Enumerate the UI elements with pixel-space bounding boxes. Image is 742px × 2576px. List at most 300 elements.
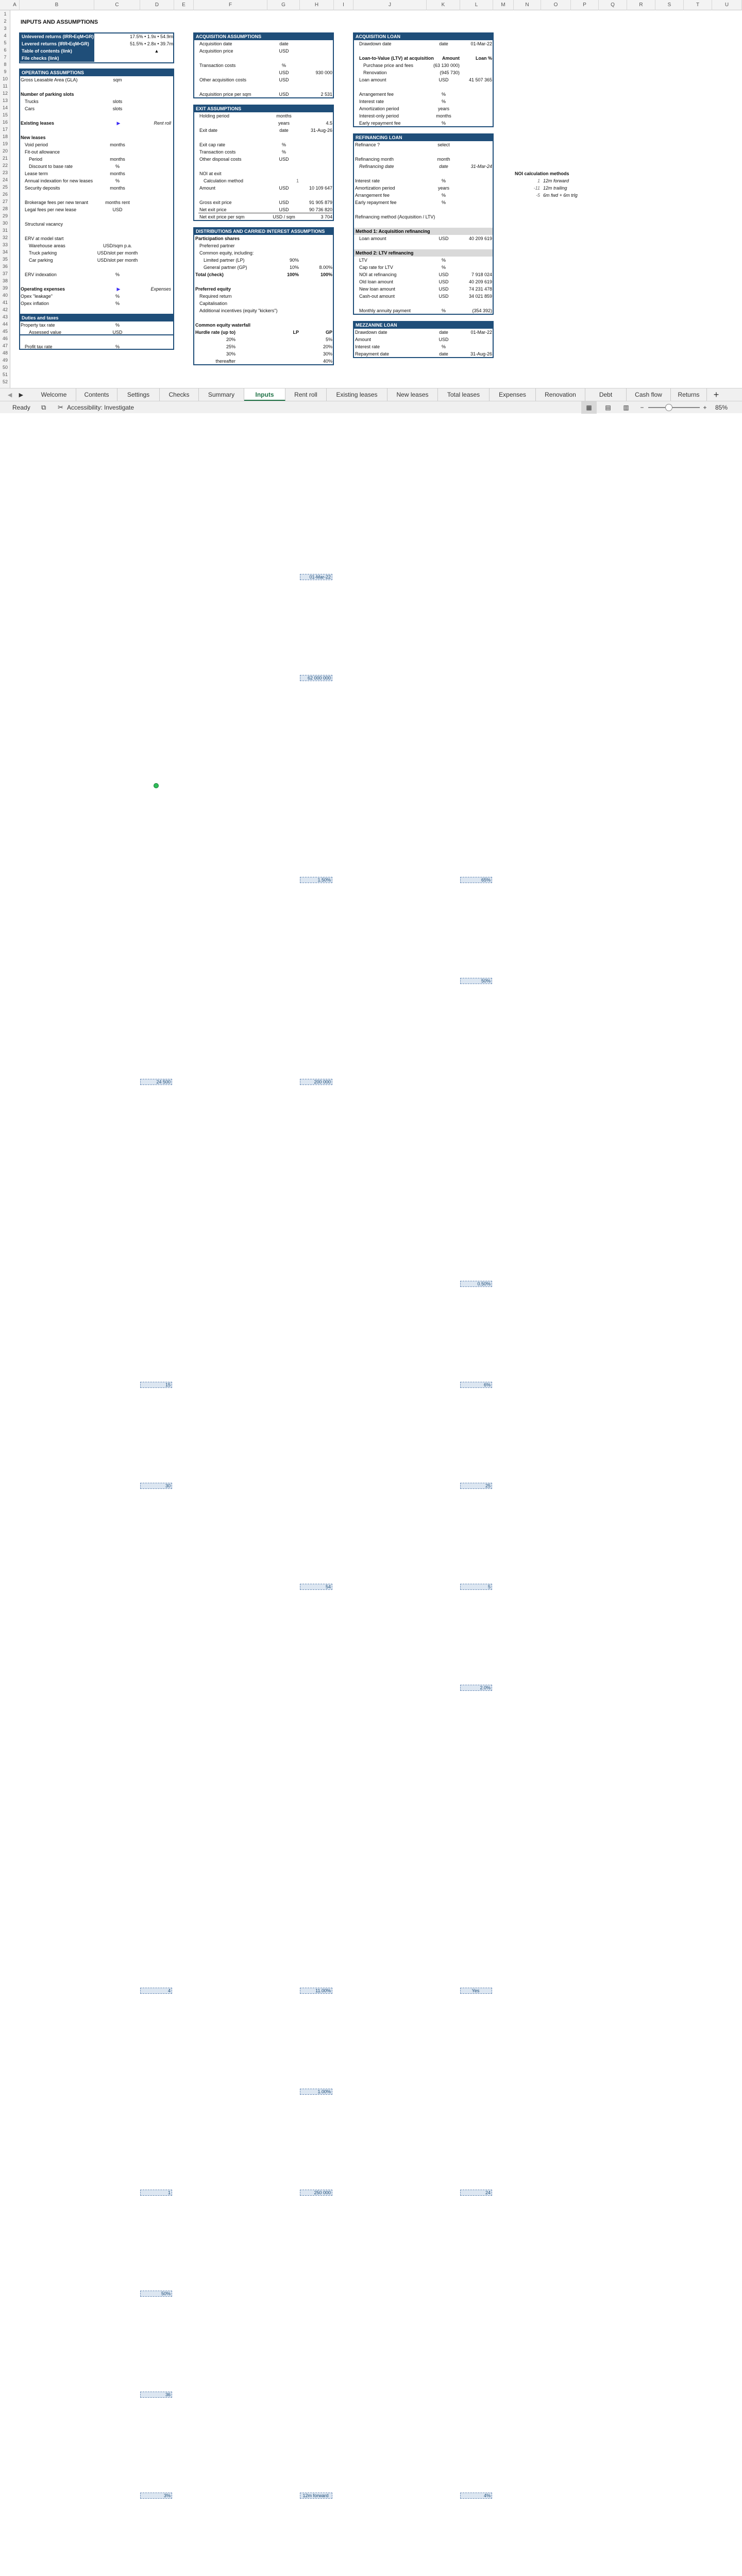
tab-next-icon[interactable]: ▶ (19, 392, 24, 398)
reno-label: Renovation (363, 70, 387, 75)
tab-nav (0, 388, 31, 401)
exit-netsqm-value: 3 704 (321, 214, 332, 219)
column-header[interactable]: L (460, 0, 493, 10)
method1-header: Method 1: Acquisition refinancing (354, 228, 493, 235)
tab-rent-roll[interactable]: Rent roll (285, 388, 327, 401)
row-header[interactable]: 42 (2, 307, 8, 312)
tab-new-leases[interactable]: New leases (387, 388, 438, 401)
tier-rate: 20% (226, 337, 235, 342)
drawdown-value: 01-Mar-22 (470, 41, 492, 46)
noi-method-num: -11 (533, 185, 540, 191)
row-header[interactable]: 27 (2, 199, 8, 204)
tier-gp: 40% (323, 359, 332, 364)
leak-label: Opex "leakage" (21, 294, 53, 299)
acq-persqm-value: 2 531 (321, 92, 332, 97)
row-header[interactable]: 22 (2, 163, 8, 168)
mezz-repay-label: Repayment date (355, 351, 390, 357)
row-header[interactable]: 8 (4, 62, 7, 67)
zoom-slider-thumb[interactable] (665, 404, 672, 411)
file-checks-link[interactable]: File checks (link) (20, 55, 94, 62)
refi-header: REFINANCING LOAN (354, 134, 493, 141)
column-header[interactable]: G (267, 0, 300, 10)
netsqm-label: Net exit price per sqm (199, 214, 245, 219)
row-header[interactable]: 16 (2, 120, 8, 125)
mezz-header: MEZZANINE LOAN (354, 321, 493, 329)
capit-label: Capitalisation (199, 301, 228, 306)
refi-month-input[interactable]: 24 (460, 2190, 492, 2196)
row-header[interactable]: 14 (2, 105, 8, 110)
column-header[interactable]: I (334, 0, 353, 10)
row-header[interactable]: 18 (2, 134, 8, 139)
m1-loan-value: 40 209 619 (468, 236, 492, 241)
disp-label: Other disposal costs (199, 157, 242, 162)
acq-amort-unit: years (437, 106, 449, 111)
tc-unit: % (281, 149, 286, 155)
row-header[interactable]: 4 (4, 33, 7, 38)
row-header[interactable]: 39 (2, 285, 8, 291)
period-unit: months (110, 157, 125, 162)
tab-existing-leases[interactable]: Existing leases (327, 388, 387, 401)
acq-rate-input[interactable]: 6% (460, 1382, 492, 1388)
row-header[interactable]: 9 (4, 69, 7, 74)
tc-label: Transaction costs (199, 149, 236, 155)
refi-annuity-label: Monthly annuity payment (359, 308, 411, 313)
acq-price-input[interactable]: 62 000 000 (300, 675, 332, 681)
exit-net-value: 90 736 820 (309, 207, 332, 212)
column-header[interactable]: C (94, 0, 140, 10)
row-header[interactable]: 50 (2, 365, 8, 370)
date-label: Acquisition date (199, 41, 232, 46)
refi-method-label: Refinancing method (Acquisition / LTV) (355, 214, 435, 219)
calc-method-num: 1 (296, 178, 299, 183)
method2-header: Method 2: LTV refinancing (354, 249, 493, 257)
assessed-unit: USD (112, 330, 123, 335)
refi-noi-unit: USD (439, 272, 449, 277)
hurdle-gp: GP (325, 330, 332, 335)
row-header[interactable]: 45 (2, 329, 8, 334)
refi-date-unit: date (439, 164, 448, 169)
row-header[interactable]: 30 (2, 221, 8, 226)
disp-unit: USD (279, 157, 289, 162)
refi-new-unit: USD (439, 286, 449, 292)
calc-method-input[interactable]: 12m forward (300, 2493, 332, 2499)
row-header[interactable]: 48 (2, 350, 8, 355)
column-header[interactable]: P (571, 0, 599, 10)
row-header[interactable]: 12 (2, 91, 8, 96)
opex-label: Operating expenses (21, 286, 65, 292)
period-label: Period (29, 157, 43, 162)
row-header[interactable]: 15 (2, 112, 8, 117)
common-label: Common equity, including: (199, 250, 254, 256)
tc2-unit: USD (279, 70, 289, 75)
refi-month-label: Refinancing month (355, 157, 394, 162)
index-input[interactable]: 3% (140, 2493, 172, 2499)
tab-renovation[interactable]: Renovation (536, 388, 585, 401)
refi-date-value: 31-Mar-24 (470, 164, 492, 169)
void-unit: months (110, 142, 125, 147)
toc-triangle-icon[interactable]: ▲ (154, 48, 159, 54)
noi-method-name: 6m fwd + 6m trlg (543, 193, 578, 198)
drawdown-unit: date (439, 41, 448, 46)
exit-cap-input[interactable]: 11.00% (300, 1988, 332, 1994)
trucks-label: Trucks (25, 99, 39, 104)
link-arrow-icon[interactable]: ▶ (116, 121, 121, 126)
add-sheet-icon[interactable]: + (713, 389, 719, 400)
row-header[interactable]: 17 (2, 127, 8, 132)
column-header[interactable]: S (655, 0, 684, 10)
acq-tc-input[interactable]: 1.50% (300, 877, 332, 883)
persqm-label: Acquisition price per sqm (199, 92, 251, 97)
tab-cash-flow[interactable]: Cash flow (627, 388, 671, 401)
acq-arr-unit: % (441, 92, 446, 97)
acq-io-input[interactable]: 5 (460, 1584, 492, 1590)
infl-unit: % (115, 301, 120, 306)
ltv-amount-head: Amount (442, 56, 460, 61)
mezz-repay-unit: date (439, 351, 448, 357)
macro-icon[interactable]: ⧉ (41, 403, 46, 411)
refi-ltv-unit: % (441, 258, 446, 263)
calc-method-label: Calculation method (204, 178, 244, 183)
row-header[interactable]: 7 (4, 55, 7, 60)
gp-label: General partner (GP) (204, 265, 247, 270)
tab-prev-icon[interactable]: ◀ (7, 392, 12, 398)
years-unit: years (278, 121, 290, 126)
exit-hold-input[interactable]: 54 (300, 1584, 332, 1590)
row-header[interactable]: 46 (2, 336, 8, 341)
infl-label: Opex inflation (21, 301, 49, 306)
unlevered-returns-label[interactable]: Unlevered returns (IRR•EqM•GR) (20, 33, 94, 40)
waterfall-label: Common equity waterfall (195, 323, 251, 328)
purchase-ltv-input[interactable]: 65% (460, 877, 492, 883)
row-header[interactable]: 49 (2, 358, 8, 363)
ltv-loan-head: Loan % (475, 56, 492, 61)
acq-amort-label: Amortization period (359, 106, 399, 111)
row-header[interactable]: 32 (2, 235, 8, 240)
existing-label: Existing leases (21, 121, 55, 126)
hurdle-lp: LP (293, 330, 299, 335)
row-header[interactable]: 44 (2, 321, 8, 327)
trucks-input[interactable]: 15 (140, 1382, 172, 1388)
refi-rate-input[interactable]: 4% (460, 2493, 492, 2499)
cars-label: Cars (25, 106, 35, 111)
refi-new-value: 74 231 478 (468, 286, 492, 292)
price-unit: USD (279, 48, 289, 54)
tab-total-leases[interactable]: Total leases (438, 388, 490, 401)
exit-disp-input[interactable]: 250 000 (300, 2190, 332, 2196)
row-header[interactable]: 51 (2, 372, 8, 377)
amount-label: Amount (199, 185, 216, 191)
net-unit: USD (279, 207, 289, 212)
noi-method-num: 1 (537, 178, 540, 183)
opex-value: Expenses (150, 286, 171, 292)
tab-settings[interactable]: Settings (117, 388, 160, 401)
exit-amount-value: 10 109 647 (309, 185, 332, 191)
row-header[interactable]: 24 (2, 177, 8, 182)
row-header[interactable]: 41 (2, 300, 8, 305)
hold-label: Holding period (199, 113, 230, 118)
zoom-level[interactable]: 85% (715, 404, 728, 411)
row-header[interactable]: 5 (4, 40, 7, 45)
zoom-out-icon[interactable]: − (640, 404, 644, 411)
row-header[interactable]: 6 (4, 47, 7, 53)
refi-annuity-value: (354 392) (472, 308, 492, 313)
section-label: Number of parking slots (21, 92, 74, 97)
refi-early-unit: % (441, 200, 446, 205)
mezz-draw-value: 01-Mar-22 (470, 330, 492, 335)
lp-pct: 90% (289, 258, 299, 263)
legal-label: Legal fees per new lease (25, 207, 77, 212)
tab-debt[interactable]: Debt (585, 388, 627, 401)
m1-loan-unit: USD (439, 236, 449, 241)
link-arrow-icon[interactable]: ▶ (116, 286, 121, 292)
mezz-draw-unit: date (439, 330, 448, 335)
page-break-icon[interactable]: ▥ (623, 404, 629, 411)
column-header[interactable]: D (140, 0, 174, 10)
row-header[interactable]: 36 (2, 264, 8, 269)
refi-q-input[interactable]: Yes (460, 1988, 492, 1994)
refi-cash-unit: USD (439, 294, 449, 299)
acq-amort-input[interactable]: 25 (460, 1483, 492, 1489)
void-label: Void period (25, 142, 48, 147)
row-header[interactable]: 28 (2, 206, 8, 211)
column-header[interactable]: O (541, 0, 571, 10)
m1-loan-label: Loan amount (359, 236, 386, 241)
toc-link[interactable]: Table of contents (link) (20, 47, 94, 55)
purchase-amount: (63 130 000) (433, 63, 460, 68)
refi-rate-label: Interest rate (355, 178, 380, 183)
row-header[interactable]: 35 (2, 257, 8, 262)
warehouse-label: Warehouse areas (29, 243, 65, 248)
section-label: ERV at model start (25, 236, 64, 241)
refi-old-value: 40 209 619 (468, 279, 492, 284)
refi-cash-value: 34 021 859 (468, 294, 492, 299)
cars-input[interactable]: 30 (140, 1483, 172, 1489)
acq-rate-label: Interest rate (359, 99, 384, 104)
discount-input[interactable]: 50% (140, 2291, 172, 2297)
column-header[interactable]: K (427, 0, 460, 10)
period-input[interactable]: 1 (140, 2190, 172, 2196)
noi-method-name: 12m forward (543, 178, 569, 183)
net-label: Net exit price (199, 207, 227, 212)
column-header[interactable]: A (10, 0, 20, 10)
row-header[interactable]: 19 (2, 141, 8, 146)
check-status-icon[interactable] (154, 783, 159, 788)
tier-rate: thereafter (215, 359, 235, 364)
acq-early-label: Early repayment fee (359, 121, 401, 126)
tier-rate: 25% (226, 344, 235, 349)
noi-methods-title: NOI calculation methods (515, 171, 569, 176)
row-header[interactable]: 31 (2, 228, 8, 233)
ltv-label: Loan-to-Value (LTV) at acquisition (359, 56, 434, 61)
discount-unit: % (115, 164, 120, 169)
exit-date-value: 31-Aug-26 (310, 128, 332, 133)
tab-checks[interactable]: Checks (160, 388, 199, 401)
ervidx-label: ERV indexation (25, 272, 57, 277)
levered-returns-label[interactable]: Levered returns (IRR•EqM•GR) (20, 40, 94, 47)
tab-welcome[interactable]: Welcome (32, 388, 76, 401)
refi-amort-label: Amortization period (355, 185, 395, 191)
row-header[interactable]: 10 (2, 76, 8, 81)
normal-view-icon[interactable]: ▦ (581, 401, 597, 414)
price-label: Acquisition price (199, 48, 233, 54)
index-label: Annual indexation for new leases (25, 178, 93, 183)
accessibility-icon[interactable]: ✂ (58, 403, 63, 411)
refi-new-label: New loan amount (359, 286, 396, 292)
date-unit: date (279, 41, 289, 46)
noi-label: NOI at exit (199, 171, 222, 176)
refi-old-unit: USD (439, 279, 449, 284)
column-header[interactable]: N (514, 0, 541, 10)
tab-expenses[interactable]: Expenses (490, 388, 536, 401)
exit-tc-input[interactable]: 1.00% (300, 2089, 332, 2095)
mezz-amount-unit: USD (439, 337, 449, 342)
column-header[interactable]: H (300, 0, 334, 10)
column-header[interactable]: R (627, 0, 655, 10)
row-header[interactable]: 1 (4, 11, 7, 16)
gp-pct: 10% (289, 265, 299, 270)
total-label: Total (check) (195, 272, 224, 277)
column-header[interactable]: T (684, 0, 712, 10)
column-header[interactable]: E (174, 0, 194, 10)
tab-inputs[interactable]: Inputs (244, 388, 285, 401)
index-unit: % (115, 178, 120, 183)
operating-header: OPERATING ASSUMPTIONS (20, 69, 173, 76)
gla-label: Gross Leasable Area (GLA) (21, 77, 78, 82)
sheet-tab-bar (0, 388, 742, 401)
term-unit: months (110, 171, 125, 176)
acq-early-input[interactable]: 2.0% (460, 1685, 492, 1691)
zoom-slider[interactable] (648, 407, 700, 408)
row-header[interactable]: 33 (2, 242, 8, 247)
pref-label: Preferred partner (199, 243, 235, 248)
cars-unit: slots (112, 106, 123, 111)
row-header[interactable]: 21 (2, 156, 8, 161)
other-label: Other acquisition costs (199, 77, 247, 82)
row-header[interactable]: 20 (2, 148, 8, 154)
kick-label: Additional incentives (equity "kickers") (199, 308, 278, 313)
row-header[interactable]: 40 (2, 293, 8, 298)
loan-amount-value: 41 507 365 (468, 77, 492, 82)
acq-loan-header: ACQUISITION LOAN (354, 33, 493, 40)
refi-noi-value: 7 918 024 (471, 272, 492, 277)
row-header[interactable]: 2 (4, 19, 7, 24)
tab-summary[interactable]: Summary (199, 388, 244, 401)
acq-io-label: Interest-only period (359, 113, 399, 118)
duties-header: Duties and taxes (20, 314, 173, 321)
trucks-unit: slots (112, 99, 123, 104)
row-header[interactable]: 11 (3, 83, 8, 89)
accessibility-status[interactable]: Accessibility: Investigate (67, 404, 134, 411)
reno-amount: (945 730) (440, 70, 460, 75)
profit-label: Profit tax rate (25, 344, 53, 349)
leak-unit: % (115, 294, 120, 299)
deposit-label: Security deposits (25, 185, 60, 191)
tab-contents[interactable]: Contents (76, 388, 117, 401)
refi-old-label: Old loan amount (359, 279, 394, 284)
mezz-repay-value: 31-Aug-26 (470, 351, 492, 357)
drawdown-label: Drawdown date (359, 41, 392, 46)
zoom-in-icon[interactable]: + (703, 404, 707, 411)
acq-arr-label: Arrangement fee (359, 92, 394, 97)
row-header[interactable]: 26 (2, 192, 8, 197)
existing-value: Rent roll (154, 121, 171, 126)
mezz-amount-label: Amount (355, 337, 372, 342)
row-header[interactable]: 3 (4, 26, 7, 31)
mezz-rate-unit: % (441, 344, 446, 349)
refi-cap-label: Cap rate for LTV (359, 265, 393, 270)
acq-date-input[interactable]: 01-Mar-22 (300, 574, 332, 580)
tc-label: Transaction costs (199, 63, 236, 68)
row-header[interactable]: 52 (2, 379, 8, 384)
unlevered-returns-value: 17.5% • 1.9x • 54.9m (130, 34, 173, 39)
refi-arr-unit: % (441, 193, 446, 198)
acq-io-unit: months (436, 113, 451, 118)
column-header[interactable]: Q (599, 0, 627, 10)
row-header[interactable]: 29 (2, 213, 8, 218)
term-input[interactable]: 36 (140, 2392, 172, 2398)
gla-input[interactable]: 24 500 (140, 1079, 172, 1085)
assessed-label: Assessed value (29, 330, 62, 335)
prop-unit: % (115, 323, 120, 328)
row-header[interactable]: 34 (2, 249, 8, 255)
acq-arr-input[interactable]: 0.50% (460, 1281, 492, 1287)
term-label: Lease term (25, 171, 48, 176)
void-input[interactable]: 4 (140, 1988, 172, 1994)
acquisition-header: ACQUISITION ASSUMPTIONS (194, 33, 333, 40)
row-header[interactable]: 37 (2, 271, 8, 276)
other-unit: USD (279, 77, 289, 82)
row-header[interactable]: 23 (2, 170, 8, 175)
refi-cash-label: Cash-out amount (359, 294, 395, 299)
column-header[interactable]: U (712, 0, 742, 10)
section-label: New leases (21, 135, 46, 140)
acq-other-input[interactable]: 200 000 (300, 1079, 332, 1085)
brokerage-unit: months rent (105, 200, 130, 205)
acq-tc2-value: 930 000 (315, 70, 332, 75)
row-header[interactable]: 38 (2, 278, 8, 283)
column-header[interactable]: B (20, 0, 94, 10)
legal-unit: USD (112, 207, 123, 212)
row-header[interactable]: 25 (2, 184, 8, 190)
tab-returns[interactable]: Returns (671, 388, 707, 401)
mezz-draw-label: Drawdown date (355, 330, 387, 335)
gross-unit: USD (279, 200, 289, 205)
loan-amount-unit: USD (439, 77, 449, 82)
tier-gp: 5% (325, 337, 332, 342)
total-pct: 100% (286, 272, 299, 277)
persqm-unit: USD (279, 92, 289, 97)
warehouse-unit: USD/sqm p.a. (103, 243, 132, 248)
exit-gross-value: 91 905 879 (309, 200, 332, 205)
row-header[interactable]: 47 (2, 343, 8, 348)
participation-label: Participation shares (195, 236, 240, 241)
row-header[interactable]: 13 (2, 98, 8, 103)
brokerage-label: Brokerage fees per new tenant (25, 200, 89, 205)
refi-q-unit: select (437, 142, 450, 147)
refi-cap-unit: % (441, 265, 446, 270)
gp-value: 8.00% (319, 265, 332, 270)
reno-ltv-input[interactable]: 50% (460, 978, 492, 984)
column-header[interactable]: J (353, 0, 427, 10)
total-value: 100% (320, 272, 332, 277)
row-header[interactable]: 43 (2, 314, 8, 319)
truckp-unit: USD/slot per month (97, 250, 138, 256)
column-header[interactable]: F (194, 0, 267, 10)
page-layout-icon[interactable]: ▤ (605, 404, 611, 411)
refi-amort-unit: years (437, 185, 449, 191)
column-header[interactable]: M (493, 0, 514, 10)
cap-label: Exit cap rate (199, 142, 226, 147)
